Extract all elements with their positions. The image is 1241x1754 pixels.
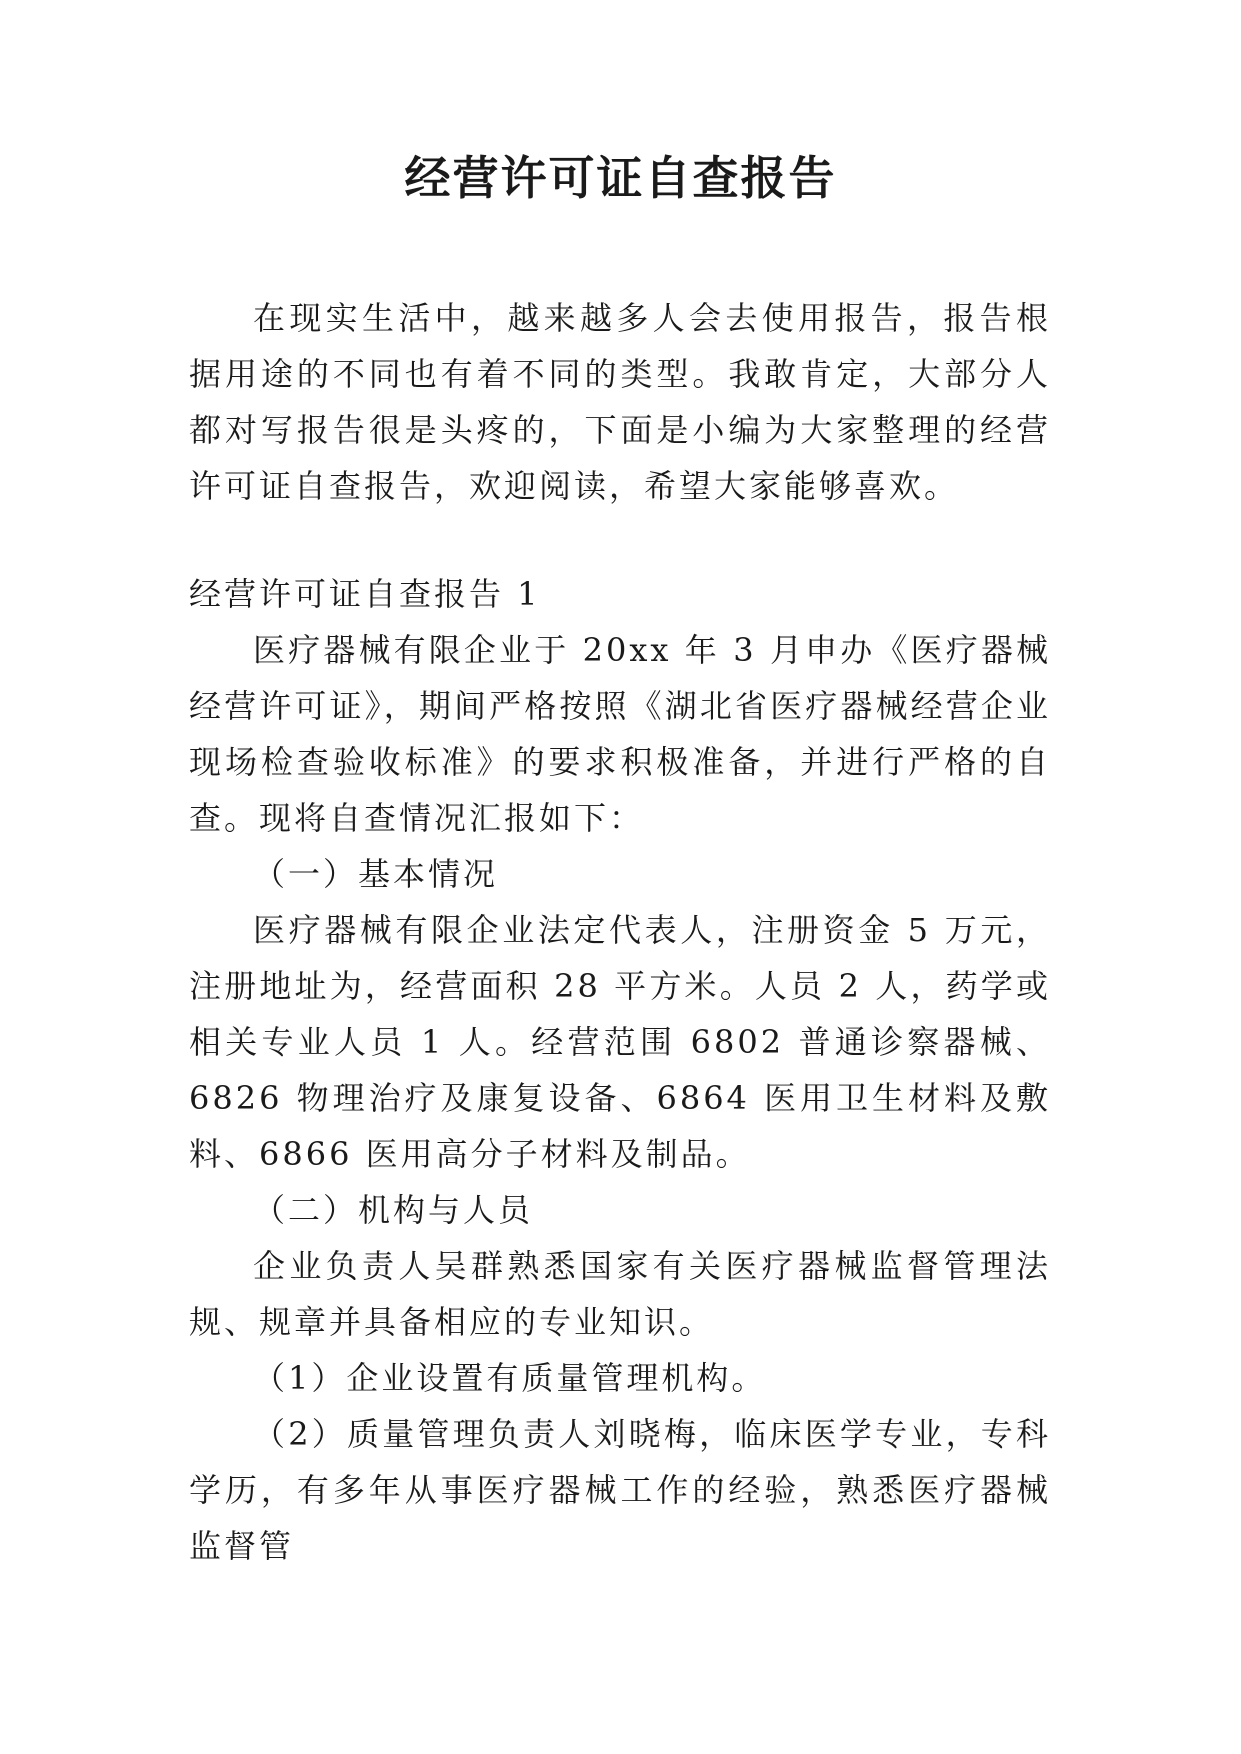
body-paragraph: （1）企业设置有质量管理机构。 [253, 1359, 767, 1397]
body-paragraph: 企业负责人吴群熟悉国家有关医疗器械监督管理法规、规章并具备相应的专业知识。 [189, 1247, 1051, 1341]
intro-paragraph: 在现实生活中，越来越多人会去使用报告，报告根据用途的不同也有着不同的类型。我敢肯定，大部分人都对写报告很是头疼的，下面是小编为大家整理的经营许可证自查报告，欢迎阅读，希望大家能够喜欢。 [189, 299, 1051, 505]
document-title: 经营许可证自查报告 [404, 151, 837, 205]
document-body [189, 290, 1051, 1574]
body-paragraph: 医疗器械有限企业法定代表人，注册资金 5 万元，注册地址为，经营面积 28 平方米。人员 2 人，药学或相关专业人员 1 人。经营范围 6802 普通诊察器械、6826 物理治疗及康复设备、6864 医用卫生材料及敷料、6866 医用高分子材料及制品。 [189, 911, 1051, 1173]
subsection-heading: （二）机构与人员 [253, 1191, 534, 1229]
report-heading: 经营许可证自查报告 1 [189, 575, 541, 613]
body-paragraph: 医疗器械有限企业于 20xx 年 3 月申办《医疗器械经营许可证》，期间严格按照《湖北省医疗器械经营企业现场检查验收标准》的要求积极准备，并进行严格的自查。现将自查情况汇报如下： [189, 631, 1051, 837]
subsection-heading: （一）基本情况 [253, 855, 499, 893]
body-paragraph: （2）质量管理负责人刘晓梅，临床医学专业，专科学历，有多年从事医疗器械工作的经验，熟悉医疗器械监督管 [189, 1415, 1051, 1565]
